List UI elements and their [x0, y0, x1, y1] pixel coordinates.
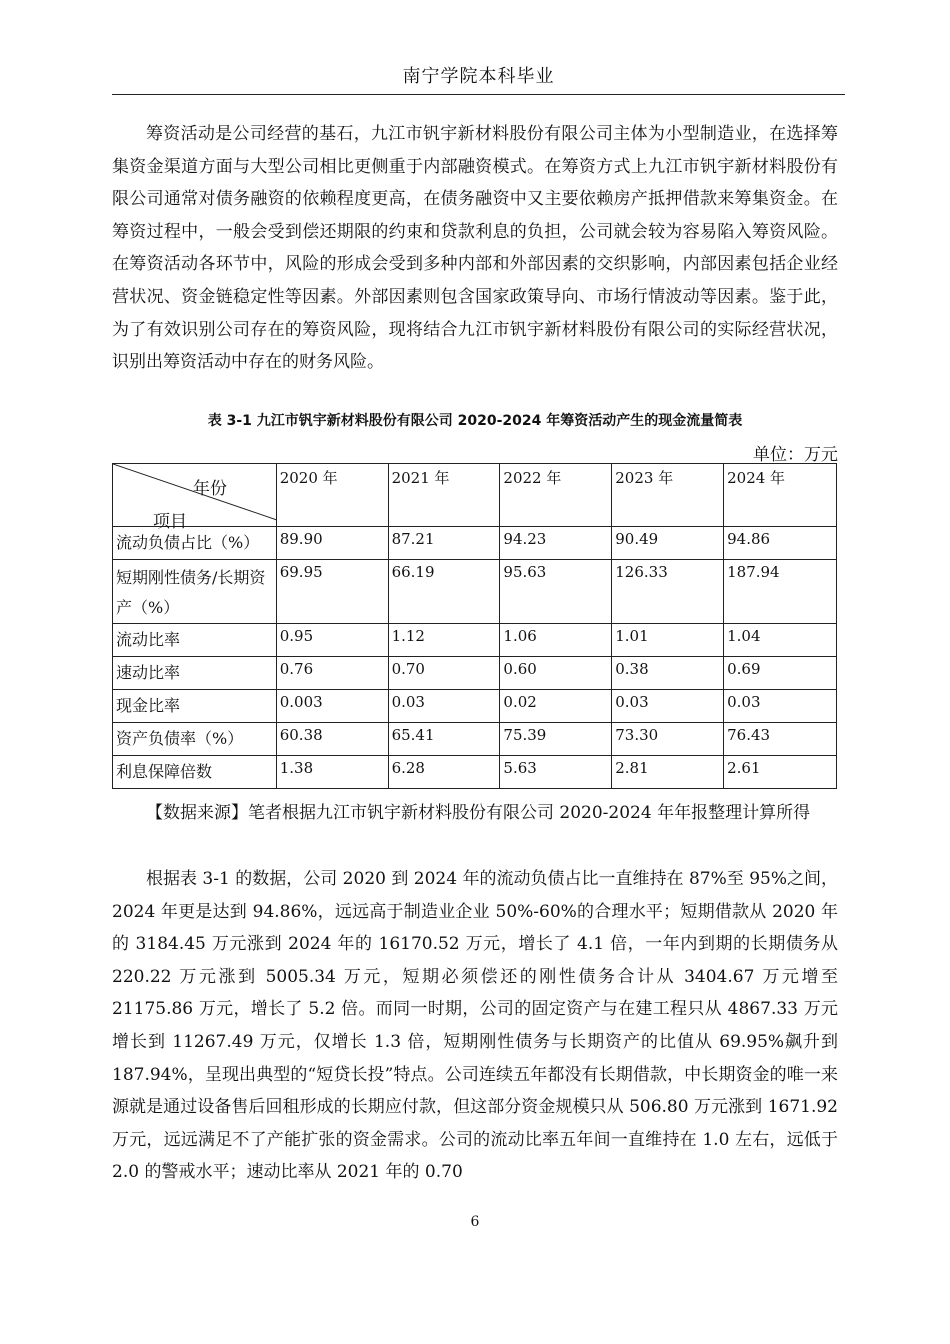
table-cell: 89.90	[276, 527, 388, 560]
year-header-cell: 2021 年	[388, 464, 500, 527]
table-source-note: 【数据来源】笔者根据九江市钒宇新材料股份有限公司 2020-2024 年年报整理计算所得	[146, 803, 811, 823]
table-cell: 75.39	[500, 723, 612, 756]
table-cell: 90.49	[612, 527, 724, 560]
table-row	[113, 657, 837, 690]
table-cell: 0.95	[276, 624, 388, 657]
table-cell: 94.23	[500, 527, 612, 560]
table-cell: 0.76	[276, 657, 388, 690]
table-row	[113, 560, 837, 624]
table-caption: 表 3-1 九江市钒宇新材料股份有限公司 2020-2024 年筹资活动产生的现金流量简表	[207, 413, 743, 429]
table-cell: 6.28	[388, 756, 500, 789]
table-cell: 0.03	[388, 690, 500, 723]
corner-item-label: 项目	[153, 512, 187, 532]
table-cell: 126.33	[612, 560, 724, 624]
table-cell: 1.01	[612, 624, 724, 657]
paragraph-analysis: 根据表 3-1 的数据，公司 2020 到 2024 年的流动负债占比一直维持在 87%至 95%之间，2024 年更是达到 94.86%，远远高于制造业企业 50%-60%的合理水平；短期借款从 2020 年的 3184.45 万元涨到 2024 年的 16170.52 万元，增长了 4.1 倍，一年内到期的长期债务从 220.22 万元涨到 5005.34 万元，短期必须偿还的刚性债务合计从 3404.67 万元增至 21175.86 万元，增长了 5.2 倍。而同一时期，公司的固定资产与在建工程只从 4867.33 万元增长到 11267.49 万元，仅增长 1.3 倍，短期刚性债务与长期资产的比值从 69.95%飙升到187.94%，呈现出典型的“短贷长投”特点。公司连续五年都没有长期借款，中长期资金的唯一来源就是通过设备售后回租形成的长期应付款，但这部分资金规模只从 506.80 万元涨到 1671.92 万元，远远满足不了产能扩张的资金需求。公司的流动比率五年间一直维持在 1.0 左右，远低于 2.0 的警戒水平；速动比率从 2021 年的 0.70	[112, 869, 838, 1183]
table-cell: 1.38	[276, 756, 388, 789]
table-cell: 73.30	[612, 723, 724, 756]
table-cell: 1.06	[500, 624, 612, 657]
table-cell: 0.38	[612, 657, 724, 690]
table-cell: 87.21	[388, 527, 500, 560]
row-label: 流动负债占比（%）	[113, 527, 277, 560]
table-row	[113, 756, 837, 789]
table-cell: 5.63	[500, 756, 612, 789]
corner-header-cell	[113, 464, 277, 532]
header-divider	[112, 94, 845, 95]
table-cell: 60.38	[276, 723, 388, 756]
table-cell: 95.63	[500, 560, 612, 624]
year-header-cell: 2022 年	[500, 464, 612, 527]
table-cell: 69.95	[276, 560, 388, 624]
table-cell: 94.86	[724, 527, 837, 560]
table-cell: 0.003	[276, 690, 388, 723]
table-header-row	[113, 464, 837, 527]
row-label: 流动比率	[113, 624, 277, 657]
corner-year-label: 年份	[193, 479, 227, 499]
year-header-cell: 2023 年	[612, 464, 724, 527]
table-cell: 1.04	[724, 624, 837, 657]
paragraph-financing-intro: 筹资活动是公司经营的基石，九江市钒宇新材料股份有限公司主体为小型制造业，在选择筹集资金渠道方面与大型公司相比更侧重于内部融资模式。在筹资方式上九江市钒宇新材料股份有限公司通常对债务融资的依赖程度更高，在债务融资中又主要依赖房产抵押借款来筹集资金。在筹资过程中，一般会受到偿还期限的约束和贷款利息的负担，公司就会较为容易陷入筹资风险。在筹资活动各环节中，风险的形成会受到多种内部和外部因素的交织影响，内部因素包括企业经营状况、资金链稳定性等因素。外部因素则包含国家政策导向、市场行情波动等因素。鉴于此，为了有效识别公司存在的筹资风险，现将结合九江市钒宇新材料股份有限公司的实际经营状况，识别出筹资活动中存在的财务风险。	[112, 124, 838, 373]
table-cell: 187.94	[724, 560, 837, 624]
page-header: 南宁学院本科毕业	[402, 66, 555, 87]
table-cell: 66.19	[388, 560, 500, 624]
table-cell: 0.02	[500, 690, 612, 723]
table-cell: 0.60	[500, 657, 612, 690]
row-label: 速动比率	[113, 657, 277, 690]
table-cell: 76.43	[724, 723, 837, 756]
year-header-cell: 2020 年	[276, 464, 388, 527]
table-row	[113, 624, 837, 657]
table-row	[113, 690, 837, 723]
row-label: 利息保障倍数	[113, 756, 277, 789]
table-row	[113, 723, 837, 756]
financing-ratio-table	[112, 463, 837, 789]
table-unit: 单位：万元	[753, 445, 838, 465]
year-header-cell: 2024 年	[724, 464, 837, 527]
table-cell: 65.41	[388, 723, 500, 756]
row-label: 资产负债率（%）	[113, 723, 277, 756]
table-cell: 1.12	[388, 624, 500, 657]
table-cell: 2.61	[724, 756, 837, 789]
table-cell: 0.03	[724, 690, 837, 723]
table-cell: 2.81	[612, 756, 724, 789]
table-cell: 0.03	[612, 690, 724, 723]
table-cell: 0.70	[388, 657, 500, 690]
row-label: 现金比率	[113, 690, 277, 723]
row-label: 短期刚性债务/长期资产（%）	[113, 560, 277, 624]
page-number: 6	[470, 1214, 480, 1230]
table-cell: 0.69	[724, 657, 837, 690]
